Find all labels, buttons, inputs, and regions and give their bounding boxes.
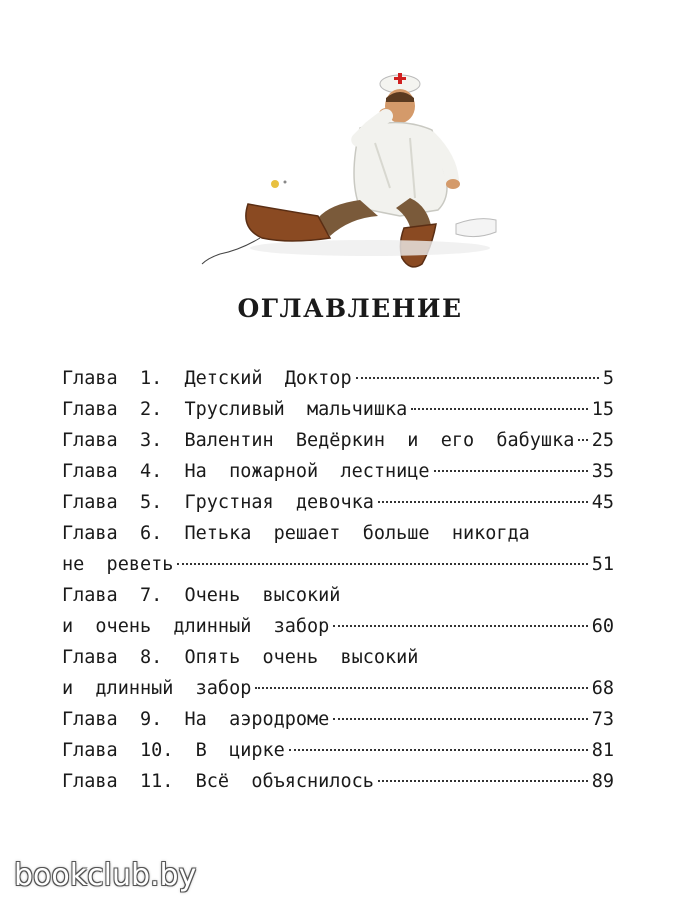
toc-entry	[62, 394, 614, 425]
dot-leader	[578, 439, 587, 441]
toc-page-number: 81	[591, 740, 614, 761]
page-title: ОГЛАВЛЕНИЕ	[237, 294, 463, 323]
toc-page-number: 68	[591, 678, 614, 699]
toc-line	[62, 549, 614, 580]
toc-entry-title: Глава 9. На аэродроме	[62, 709, 330, 730]
dot-leader	[411, 408, 587, 410]
toc-page-number: 51	[591, 554, 614, 575]
watermark: bookclub.by	[14, 858, 197, 893]
dot-leader	[378, 501, 588, 503]
toc-line	[62, 735, 614, 766]
toc-line	[62, 611, 614, 642]
toc-line	[62, 425, 614, 456]
toc-entry-title: не реветь	[62, 554, 174, 575]
toc-line	[62, 766, 614, 797]
toc-entry-title: Глава 10. В цирке	[62, 740, 285, 761]
toc-line	[62, 518, 614, 549]
toc-entry-title: Глава 11. Всё объяснилось	[62, 771, 374, 792]
toc-entry-title: Глава 1. Детский Доктор	[62, 368, 352, 389]
toc-entry-title: Глава 2. Трусливый мальчишка	[62, 399, 408, 420]
dot-leader	[356, 377, 599, 379]
dot-leader	[378, 780, 588, 782]
toc-entry	[62, 518, 614, 580]
toc-line	[62, 487, 614, 518]
toc-line	[62, 642, 614, 673]
toc-entry	[62, 456, 614, 487]
toc-entry	[62, 642, 614, 704]
dot-leader	[333, 625, 587, 627]
toc-entry-title: и длинный забор	[62, 678, 252, 699]
table-of-contents	[62, 363, 614, 797]
dot-leader	[434, 470, 588, 472]
doctor-fallen-illustration-icon	[200, 68, 500, 278]
toc-page-number: 89	[591, 771, 614, 792]
toc-page-number: 73	[591, 709, 614, 730]
toc-entry-title: Глава 5. Грустная девочка	[62, 492, 374, 513]
toc-entry-title: Глава 6. Петька решает больше никогда	[62, 523, 530, 544]
toc-entry	[62, 363, 614, 394]
dot-leader	[289, 749, 588, 751]
toc-line	[62, 363, 614, 394]
toc-line	[62, 673, 614, 704]
toc-entry	[62, 425, 614, 456]
toc-entry	[62, 735, 614, 766]
toc-entry-title: Глава 3. Валентин Ведёркин и его бабушка	[62, 430, 575, 451]
toc-entry-title: Глава 7. Очень высокий	[62, 585, 341, 606]
dot-leader	[177, 563, 587, 565]
toc-page-number: 60	[591, 616, 614, 637]
dot-leader	[255, 687, 587, 689]
toc-page-number: 45	[591, 492, 614, 513]
toc-page-number: 35	[591, 461, 614, 482]
toc-line	[62, 394, 614, 425]
toc-line	[62, 456, 614, 487]
dot-leader	[333, 718, 587, 720]
toc-line	[62, 580, 614, 611]
toc-entry	[62, 487, 614, 518]
toc-line	[62, 704, 614, 735]
toc-entry	[62, 766, 614, 797]
toc-page-number: 5	[602, 368, 614, 389]
toc-entry	[62, 580, 614, 642]
toc-page-number: 15	[591, 399, 614, 420]
toc-entry-title: Глава 8. Опять очень высокий	[62, 647, 419, 668]
toc-entry	[62, 704, 614, 735]
toc-entry-title: и очень длинный забор	[62, 616, 330, 637]
toc-entry-title: Глава 4. На пожарной лестнице	[62, 461, 430, 482]
toc-page-number: 25	[591, 430, 614, 451]
